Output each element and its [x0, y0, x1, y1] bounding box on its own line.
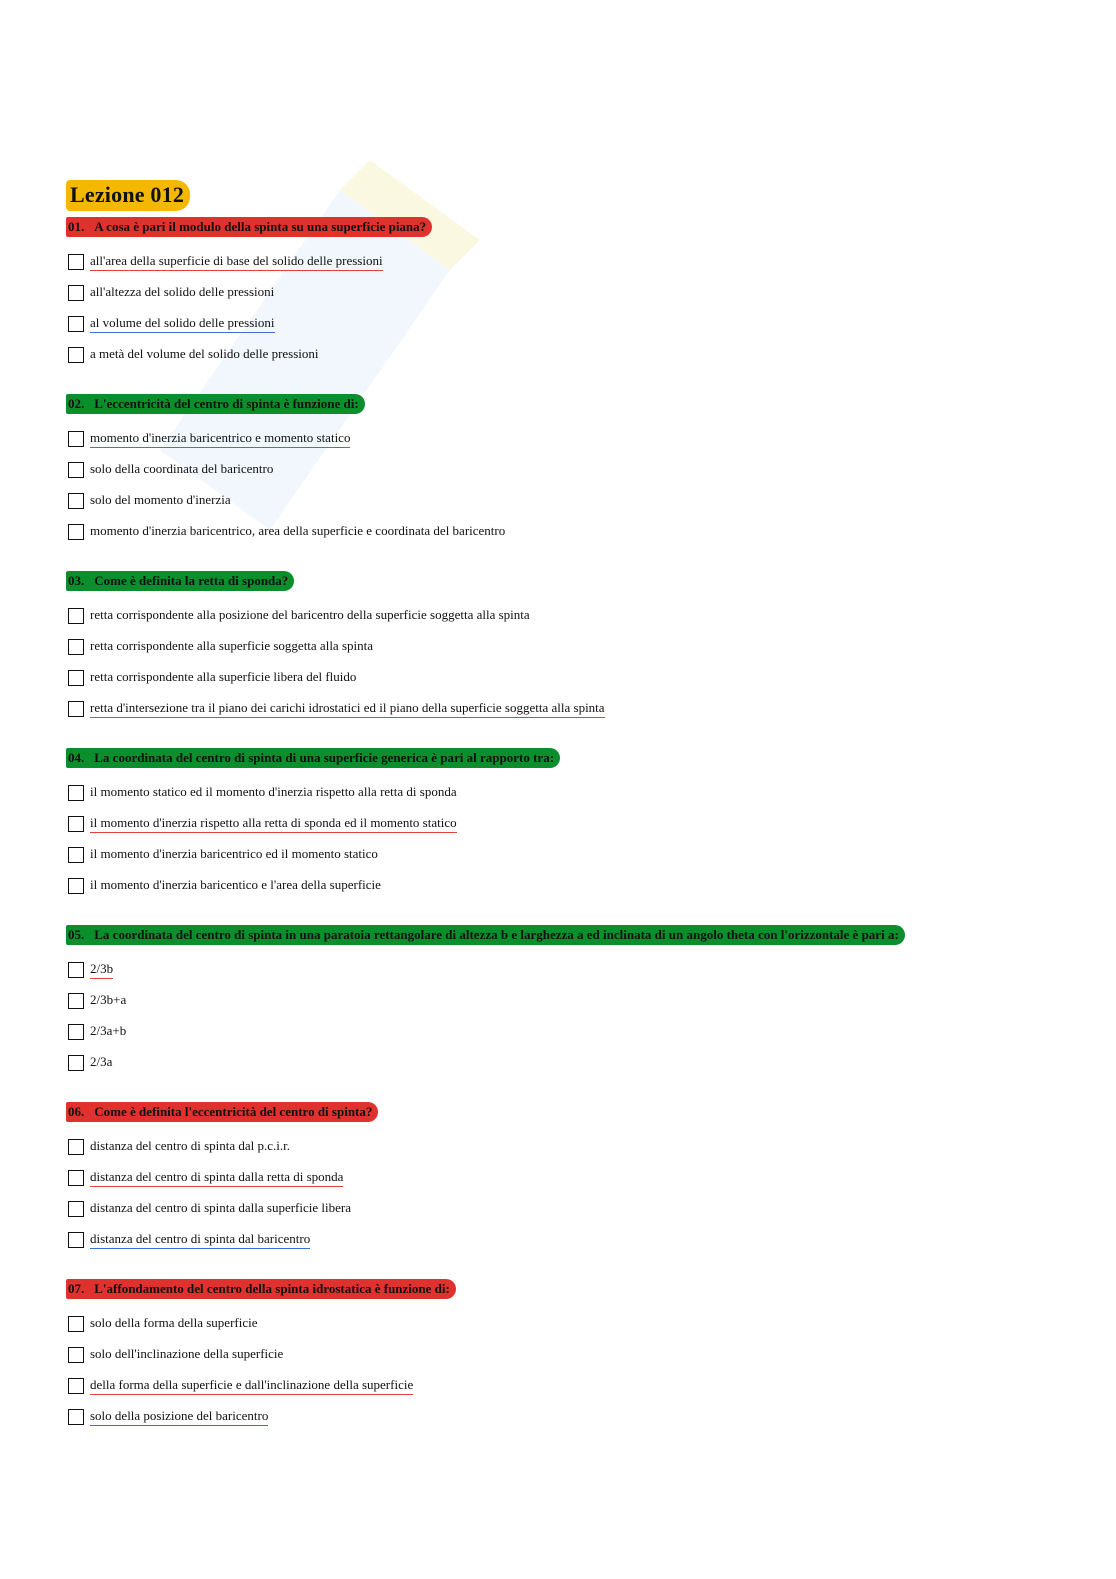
answer-option[interactable] [66, 423, 1066, 454]
answer-option[interactable] [66, 1339, 1066, 1370]
question-header [66, 1279, 456, 1299]
question-text: Come è definita l'eccentricità del centro di spinta? [94, 1104, 373, 1119]
question-text: L'eccentricità del centro di spinta è funzione di: [94, 396, 359, 411]
answer-option[interactable] [66, 277, 1066, 308]
answer-checkbox[interactable] [68, 785, 84, 801]
answer-option[interactable] [66, 1308, 1066, 1339]
answer-checkbox[interactable] [68, 285, 84, 301]
answer-text: solo della posizione del baricentro [90, 1408, 268, 1426]
question-number: 06. [68, 1104, 85, 1119]
answer-checkbox[interactable] [68, 1201, 84, 1217]
answer-text: distanza del centro di spinta dal baricentro [90, 1231, 310, 1249]
answer-text: solo dell'inclinazione della superficie [90, 1346, 284, 1361]
answer-text: 2/3a+b [90, 1023, 127, 1038]
answer-option[interactable] [66, 808, 1066, 839]
question [66, 1279, 1066, 1432]
answer-text: 2/3a [90, 1054, 113, 1069]
answer-text: distanza del centro di spinta dal p.c.i.r. [90, 1138, 290, 1153]
answer-option[interactable] [66, 777, 1066, 808]
question-header [66, 217, 432, 237]
answer-checkbox[interactable] [68, 1024, 84, 1040]
answer-option[interactable] [66, 600, 1066, 631]
answer-text: della forma della superficie e dall'inclinazione della superficie [90, 1377, 413, 1395]
answer-option[interactable] [66, 1016, 1066, 1047]
question-text: Come è definita la retta di sponda? [94, 573, 289, 588]
answer-text: 2/3b [90, 961, 113, 979]
question [66, 925, 1066, 1078]
answer-option[interactable] [66, 1193, 1066, 1224]
answer-checkbox[interactable] [68, 701, 84, 717]
question-number: 07. [68, 1281, 85, 1296]
answer-checkbox[interactable] [68, 962, 84, 978]
answer-text: all'area della superficie di base del solido delle pressioni [90, 253, 383, 271]
question-header [66, 1102, 378, 1122]
question-number: 04. [68, 750, 85, 765]
answer-option[interactable] [66, 839, 1066, 870]
answer-option[interactable] [66, 870, 1066, 901]
answer-option[interactable] [66, 631, 1066, 662]
question [66, 571, 1066, 724]
document-page [66, 180, 1066, 1456]
answer-text: retta corrispondente alla posizione del baricentro della superficie soggetta alla spinta [90, 607, 530, 622]
answer-text: 2/3b+a [90, 992, 127, 1007]
answer-option[interactable] [66, 246, 1066, 277]
question-text: A cosa è pari il modulo della spinta su una superficie piana? [94, 219, 427, 234]
question-text: La coordinata del centro di spinta di una superficie generica è pari al rapporto tra: [94, 750, 555, 765]
question-header [66, 394, 365, 414]
answer-option[interactable] [66, 1401, 1066, 1432]
answer-text: al volume del solido delle pressioni [90, 315, 275, 333]
answer-option[interactable] [66, 1131, 1066, 1162]
answer-checkbox[interactable] [68, 493, 84, 509]
answer-checkbox[interactable] [68, 347, 84, 363]
question-number: 05. [68, 927, 85, 942]
answer-text: il momento d'inerzia baricentrico ed il momento statico [90, 846, 378, 861]
answer-checkbox[interactable] [68, 993, 84, 1009]
question [66, 1102, 1066, 1255]
answer-checkbox[interactable] [68, 1170, 84, 1186]
answer-checkbox[interactable] [68, 639, 84, 655]
question-header [66, 571, 294, 591]
question-header [66, 748, 560, 768]
question [66, 394, 1066, 547]
answer-text: momento d'inerzia baricentrico, area della superficie e coordinata del baricentro [90, 523, 506, 538]
answer-checkbox[interactable] [68, 670, 84, 686]
answer-option[interactable] [66, 662, 1066, 693]
answer-option[interactable] [66, 1370, 1066, 1401]
question-list [66, 217, 1066, 1432]
answer-checkbox[interactable] [68, 878, 84, 894]
answer-option[interactable] [66, 454, 1066, 485]
answer-checkbox[interactable] [68, 847, 84, 863]
answer-checkbox[interactable] [68, 1409, 84, 1425]
answer-checkbox[interactable] [68, 1347, 84, 1363]
answer-text: retta corrispondente alla superficie soggetta alla spinta [90, 638, 373, 653]
question-number: 01. [68, 219, 85, 234]
question [66, 217, 1066, 370]
answer-text: il momento statico ed il momento d'inerzia rispetto alla retta di sponda [90, 784, 457, 799]
answer-text: distanza del centro di spinta dalla retta di sponda [90, 1169, 343, 1187]
answer-option[interactable] [66, 985, 1066, 1016]
answer-text: momento d'inerzia baricentrico e momento statico [90, 430, 350, 448]
answer-text: retta corrispondente alla superficie libera del fluido [90, 669, 357, 684]
answer-checkbox[interactable] [68, 316, 84, 332]
answer-option[interactable] [66, 516, 1066, 547]
answer-option[interactable] [66, 1224, 1066, 1255]
answer-checkbox[interactable] [68, 524, 84, 540]
answer-text: solo della coordinata del baricentro [90, 461, 274, 476]
answer-checkbox[interactable] [68, 1378, 84, 1394]
answer-checkbox[interactable] [68, 254, 84, 270]
question-text: L'affondamento del centro della spinta idrostatica è funzione di: [94, 1281, 450, 1296]
answer-option[interactable] [66, 339, 1066, 370]
answer-option[interactable] [66, 308, 1066, 339]
answer-option[interactable] [66, 485, 1066, 516]
answer-checkbox[interactable] [68, 431, 84, 447]
answer-text: solo del momento d'inerzia [90, 492, 231, 507]
answer-checkbox[interactable] [68, 462, 84, 478]
answer-checkbox[interactable] [68, 816, 84, 832]
answer-option[interactable] [66, 954, 1066, 985]
answer-checkbox[interactable] [68, 1316, 84, 1332]
answer-option[interactable] [66, 693, 1066, 724]
question-number: 02. [68, 396, 85, 411]
answer-checkbox[interactable] [68, 1139, 84, 1155]
answer-checkbox[interactable] [68, 1055, 84, 1071]
question-header [66, 925, 905, 945]
question [66, 748, 1066, 901]
answer-checkbox[interactable] [68, 1232, 84, 1248]
answer-option[interactable] [66, 1047, 1066, 1078]
answer-checkbox[interactable] [68, 608, 84, 624]
answer-text: a metà del volume del solido delle pressioni [90, 346, 319, 361]
answer-text: distanza del centro di spinta dalla superficie libera [90, 1200, 351, 1215]
question-text: La coordinata del centro di spinta in una paratoia rettangolare di altezza b e larghezza a ed inclinata di un angolo theta con l'orizzontale è pari a: [94, 927, 899, 942]
answer-option[interactable] [66, 1162, 1066, 1193]
answer-text: il momento d'inerzia rispetto alla retta di sponda ed il momento statico [90, 815, 457, 833]
page-title: Lezione 012 [66, 180, 190, 211]
answer-text: solo della forma della superficie [90, 1315, 258, 1330]
answer-text: il momento d'inerzia baricentico e l'area della superficie [90, 877, 381, 892]
question-number: 03. [68, 573, 85, 588]
answer-text: all'altezza del solido delle pressioni [90, 284, 275, 299]
answer-text: retta d'intersezione tra il piano dei carichi idrostatici ed il piano della superficie soggetta alla spinta [90, 700, 605, 718]
